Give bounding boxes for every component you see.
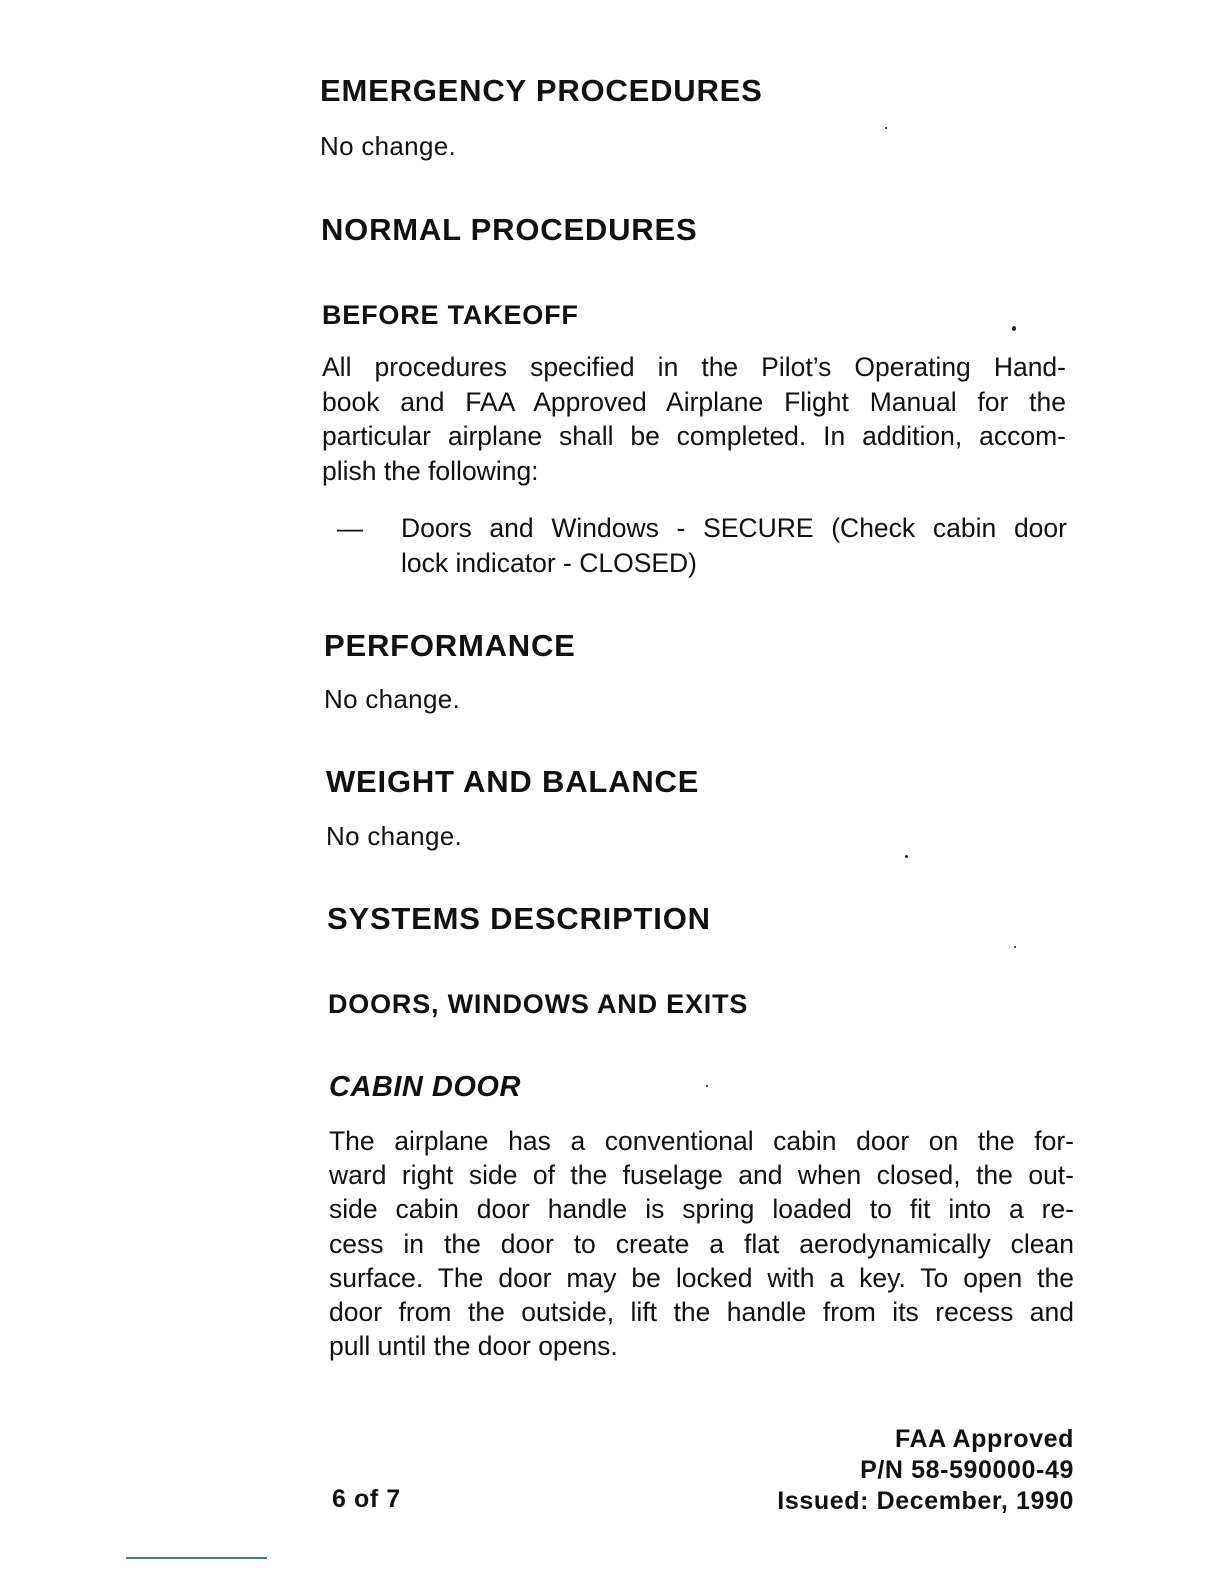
- faa-approved-label: FAA Approved: [895, 1425, 1074, 1453]
- cabin-door-heading: CABIN DOOR: [329, 1071, 521, 1103]
- scan-speck: [1012, 326, 1016, 331]
- page-number: 6 of 7: [332, 1485, 401, 1513]
- doors-windows-bullet-item: [401, 511, 1067, 580]
- scan-speck: [706, 1085, 708, 1087]
- cabin-door-paragraph: [329, 1124, 1074, 1363]
- paragraph-line: book and FAA Approved Airplane Flight Manual for the: [322, 386, 1066, 417]
- paragraph-line: ward right side of the fuselage and when closed, the out-: [329, 1160, 1074, 1191]
- paragraph-line: door from the outside, lift the handle from its recess and: [329, 1297, 1074, 1328]
- paragraph-line: side cabin door handle is spring loaded to fit into a re-: [329, 1194, 1074, 1225]
- part-number: P/N 58-590000-49: [860, 1456, 1074, 1484]
- bullet-line: Doors and Windows - SECURE (Check cabin door: [401, 513, 1067, 543]
- performance-body: No change.: [324, 684, 460, 714]
- bullet-line: lock indicator - CLOSED): [401, 547, 698, 578]
- em-dash-bullet: —: [337, 513, 363, 543]
- scan-speck: [905, 855, 908, 858]
- scan-speck: [1014, 946, 1016, 948]
- weight-balance-body: No change.: [326, 821, 462, 851]
- paragraph-line: cess in the door to create a flat aerodynamically clean: [329, 1228, 1074, 1259]
- paragraph-line: particular airplane shall be completed. In addition, accom-: [322, 421, 1066, 451]
- emergency-procedures-heading: EMERGENCY PROCEDURES: [320, 73, 763, 108]
- performance-heading: PERFORMANCE: [324, 628, 576, 663]
- scan-speck: [885, 127, 887, 129]
- before-takeoff-paragraph: [322, 350, 1066, 488]
- systems-description-heading: SYSTEMS DESCRIPTION: [327, 901, 711, 936]
- weight-balance-heading: WEIGHT AND BALANCE: [326, 764, 700, 799]
- paragraph-line: plish the following:: [322, 455, 539, 486]
- issued-date: Issued: December, 1990: [777, 1487, 1074, 1515]
- before-takeoff-heading: BEFORE TAKEOFF: [322, 300, 579, 330]
- paragraph-line: The airplane has a conventional cabin door on the for-: [329, 1126, 1074, 1156]
- paragraph-line: surface. The door may be locked with a key. To open the: [329, 1262, 1074, 1293]
- doors-windows-exits-heading: DOORS, WINDOWS AND EXITS: [328, 989, 749, 1019]
- paragraph-line: pull until the door opens.: [329, 1331, 618, 1362]
- emergency-procedures-body: No change.: [320, 131, 456, 161]
- paragraph-line: All procedures specified in the Pilot’s Operating Hand-: [322, 352, 1066, 382]
- edge-divider-line: [126, 1557, 267, 1559]
- normal-procedures-heading: NORMAL PROCEDURES: [321, 212, 698, 247]
